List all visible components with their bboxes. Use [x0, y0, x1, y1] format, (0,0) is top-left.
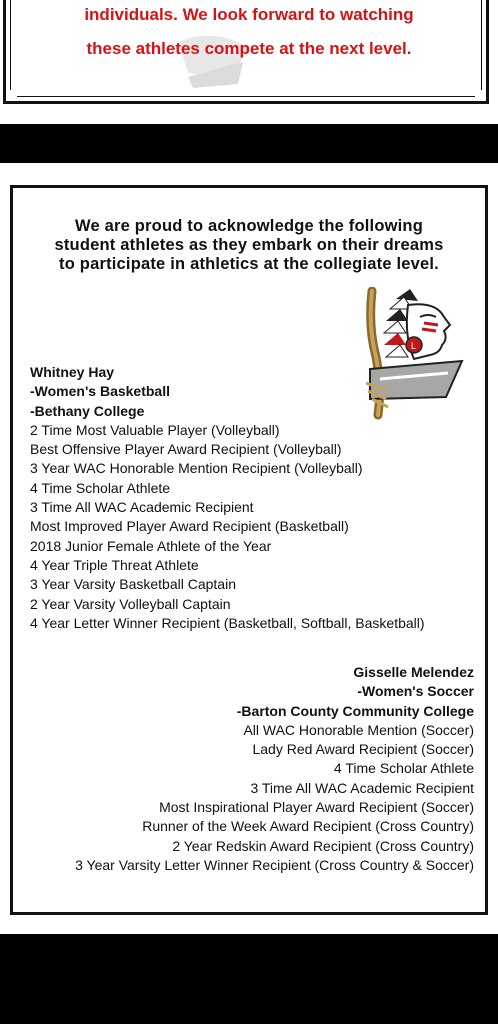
athlete-name: Whitney Hay — [30, 364, 115, 380]
top-card-text-line-1: individuals. We look forward to watching — [84, 5, 414, 24]
honor-item: 4 Time Scholar Athlete — [30, 479, 171, 496]
honor-item: Runner of the Week Award Recipient (Cross Country) — [142, 818, 474, 835]
heading-line-1: We are proud to acknowledge the following — [74, 217, 423, 235]
honor-item: 3 Time All WAC Academic Recipient — [30, 499, 254, 516]
honor-item: 3 Year Varsity Letter Winner Recipient (Cross Country & Soccer) — [75, 856, 474, 873]
honor-item: 3 Year Varsity Basketball Captain — [30, 576, 236, 593]
honor-item: Lady Red Award Recipient (Soccer) — [252, 741, 474, 758]
honor-item: 2018 Junior Female Athlete of the Year — [30, 537, 272, 554]
honor-item: 2 Time Most Valuable Player (Volleyball) — [30, 421, 280, 438]
athlete-entry — [75, 663, 474, 875]
honor-item: 3 Year WAC Honorable Mention Recipient (Volleyball) — [30, 460, 363, 477]
athlete-sport: -Women's Basketball — [30, 383, 170, 400]
acknowledgement-heading — [30, 217, 468, 274]
heading-line-2: student athletes as they embark on their dreams — [54, 236, 444, 254]
svg-text:L: L — [411, 341, 417, 351]
athlete-entry — [30, 363, 425, 633]
honor-item: 3 Time All WAC Academic Recipient — [250, 779, 474, 796]
honor-item: 2 Year Varsity Volleyball Captain — [30, 595, 231, 612]
heading-line-3: to participate in athletics at the collegiate level. — [59, 255, 439, 273]
honor-item: All WAC Honorable Mention (Soccer) — [243, 721, 474, 738]
honor-item: 4 Year Letter Winner Recipient (Basketball, Softball, Basketball) — [30, 614, 425, 631]
corner-ornament-right — [475, 90, 489, 104]
honor-item: 4 Time Scholar Athlete — [333, 760, 474, 777]
top-card — [0, 0, 498, 124]
honor-item: Best Offensive Player Award Recipient (Volleyball) — [30, 441, 342, 458]
honor-item: 2 Year Redskin Award Recipient (Cross Country) — [172, 837, 474, 854]
honor-item: 4 Year Triple Threat Athlete — [30, 556, 199, 573]
athletes-card — [0, 163, 498, 934]
honor-item: Most Improved Player Award Recipient (Basketball) — [30, 518, 349, 535]
top-card-text-line-2: these athletes compete at the next level. — [86, 39, 412, 58]
athlete-name: Gisselle Melendez — [353, 664, 474, 680]
athlete-college: -Bethany College — [30, 402, 145, 419]
athlete-college: -Barton County Community College — [236, 702, 474, 719]
athlete-sport: -Women's Soccer — [357, 683, 474, 700]
corner-ornament-left — [3, 90, 17, 104]
honor-item: Most Inspirational Player Award Recipient (Soccer) — [159, 799, 474, 816]
